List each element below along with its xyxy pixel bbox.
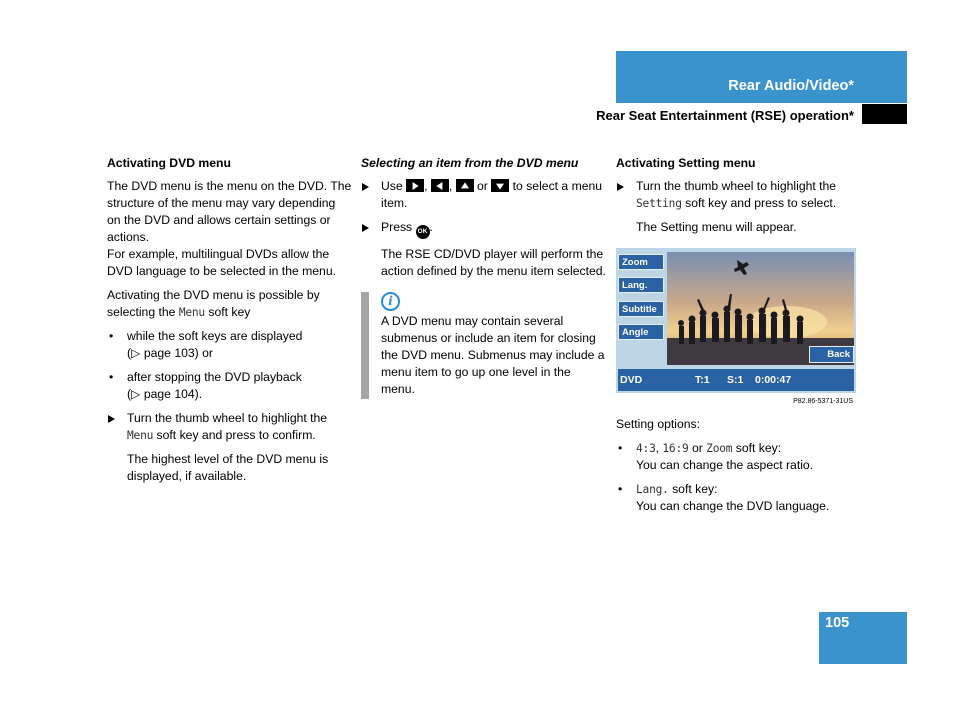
- down-arrow-key-icon: [491, 179, 509, 192]
- list-item: • while the soft keys are displayed (▷ page 103) or: [109, 329, 303, 360]
- left-arrow-key-icon: [431, 179, 449, 192]
- result-text: The Setting menu will appear.: [636, 220, 797, 234]
- section-title: Rear Audio/Video*: [728, 78, 854, 94]
- rse-screen-figure: [616, 248, 856, 393]
- header-tab: [616, 51, 907, 103]
- softkey-code: Menu: [127, 429, 154, 442]
- column-activating-dvd-menu: [107, 155, 352, 492]
- result-text: The RSE CD/DVD player will perform the action defined by the menu item selected.: [381, 247, 606, 278]
- column-setting-menu: [616, 155, 861, 522]
- section-subtitle: Rear Seat Entertainment (RSE) operation*: [596, 108, 854, 123]
- instruction-step: Turn the thumb wheel to highlight the Setting soft key and press to select.: [616, 178, 861, 212]
- softkey-code: Menu: [178, 306, 205, 319]
- step-arrow-icon: [362, 224, 369, 232]
- softkey-code: Setting: [636, 197, 682, 210]
- zoom-softkey: Zoom: [618, 254, 664, 270]
- step-arrow-icon: [362, 183, 369, 191]
- info-bar: [361, 292, 369, 399]
- time-label: 0:00:47: [755, 374, 792, 386]
- subtitle-softkey: Subtitle: [618, 301, 664, 317]
- heading: Activating DVD menu: [107, 156, 231, 170]
- result-text: The highest level of the DVD menu is displayed, if available.: [127, 452, 329, 483]
- instruction-step: Use , , or to select a menu item.: [361, 178, 606, 212]
- info-note: [361, 292, 606, 398]
- status-bar: [618, 369, 854, 391]
- heading: Selecting an item from the DVD menu: [361, 156, 579, 170]
- list-item: • 4:3, 16:9 or Zoom soft key: You can change the aspect ratio.: [618, 441, 814, 472]
- options-label: Setting options:: [616, 417, 701, 431]
- back-softkey: Back: [809, 346, 854, 363]
- figure-code: P82.86-5371-31US: [793, 398, 853, 405]
- instruction-step: Press OK .: [361, 219, 606, 239]
- info-text: A DVD menu may contain several submenus or include an item for closing the DVD menu. Submenus may include a menu item to go up one level in the menu.: [381, 314, 605, 396]
- column-selecting-item: [361, 155, 606, 398]
- source-label: DVD: [620, 374, 643, 386]
- up-arrow-key-icon: [456, 179, 474, 192]
- info-icon: i: [381, 292, 400, 311]
- ok-button-icon: OK: [416, 225, 430, 239]
- track-label: T:1: [695, 374, 710, 386]
- list-item: • Lang. soft key: You can change the DVD language.: [618, 482, 830, 513]
- lang-softkey: Lang.: [618, 277, 664, 293]
- instruction-step: Turn the thumb wheel to highlight the Menu soft key and press to confirm.: [107, 410, 352, 444]
- paragraph: For example, multilingual DVDs allow the DVD language to be selected in the menu.: [107, 247, 337, 278]
- step-arrow-icon: [617, 183, 624, 191]
- heading: Activating Setting menu: [616, 156, 756, 170]
- page-number: 105: [825, 615, 850, 631]
- angle-softkey: Angle: [618, 324, 664, 340]
- right-arrow-key-icon: [406, 179, 424, 192]
- paragraph: The DVD menu is the menu on the DVD. The structure of the menu may vary depending on the DVD and allows certain settings or actions.: [107, 179, 352, 244]
- header-marker: [862, 104, 907, 124]
- list-item: • after stopping the DVD playback (▷ page 104).: [109, 370, 302, 401]
- step-arrow-icon: [108, 415, 115, 423]
- paragraph: Activating the DVD menu is possible by selecting the Menu soft key: [107, 288, 320, 319]
- scene-label: S:1: [727, 374, 744, 386]
